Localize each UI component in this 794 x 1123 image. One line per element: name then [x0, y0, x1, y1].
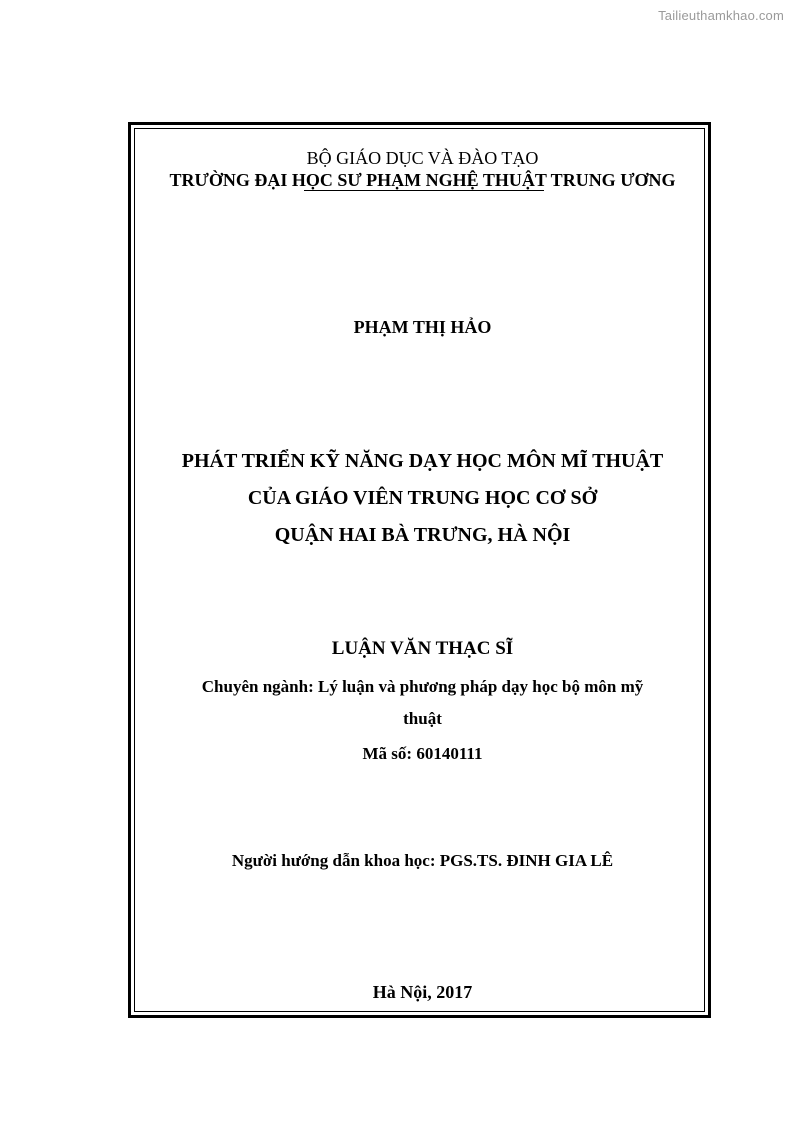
university-heading: TRƯỜNG ĐẠI HỌC SƯ PHẠM NGHỆ THUẬT TRUNG ƯƠNG	[169, 170, 676, 190]
ministry-heading: BỘ GIÁO DỤC VÀ ĐÀO TẠO	[306, 148, 539, 168]
cover-page-frame	[128, 122, 711, 1018]
author-name: PHẠM THỊ HẢO	[353, 317, 492, 337]
watermark-text: Tailieuthamkhao.com	[658, 8, 784, 23]
cover-inner-border	[134, 128, 705, 1012]
degree-label: LUẬN VĂN THẠC SĨ	[331, 638, 514, 659]
advisor-line: Người hướng dẫn khoa học: PGS.TS. ĐINH GIA LÊ	[231, 851, 614, 870]
place-and-year: Hà Nội, 2017	[372, 982, 473, 1002]
specialty-line-2: thuật	[403, 709, 442, 728]
thesis-title-line-3: QUẬN HAI BÀ TRƯNG, HÀ NỘI	[274, 524, 571, 546]
thesis-title-line-2: CỦA GIÁO VIÊN TRUNG HỌC CƠ SỞ	[247, 487, 598, 509]
thesis-title-line-1: PHÁT TRIỂN KỸ NĂNG DẠY HỌC MÔN MĨ THUẬT	[181, 450, 664, 472]
specialty-line-1: Chuyên ngành: Lý luận và phương pháp dạy học bộ môn mỹ	[201, 677, 644, 696]
heading-underline	[304, 190, 544, 191]
specialty-code: Mã số: 60140111	[362, 744, 483, 763]
